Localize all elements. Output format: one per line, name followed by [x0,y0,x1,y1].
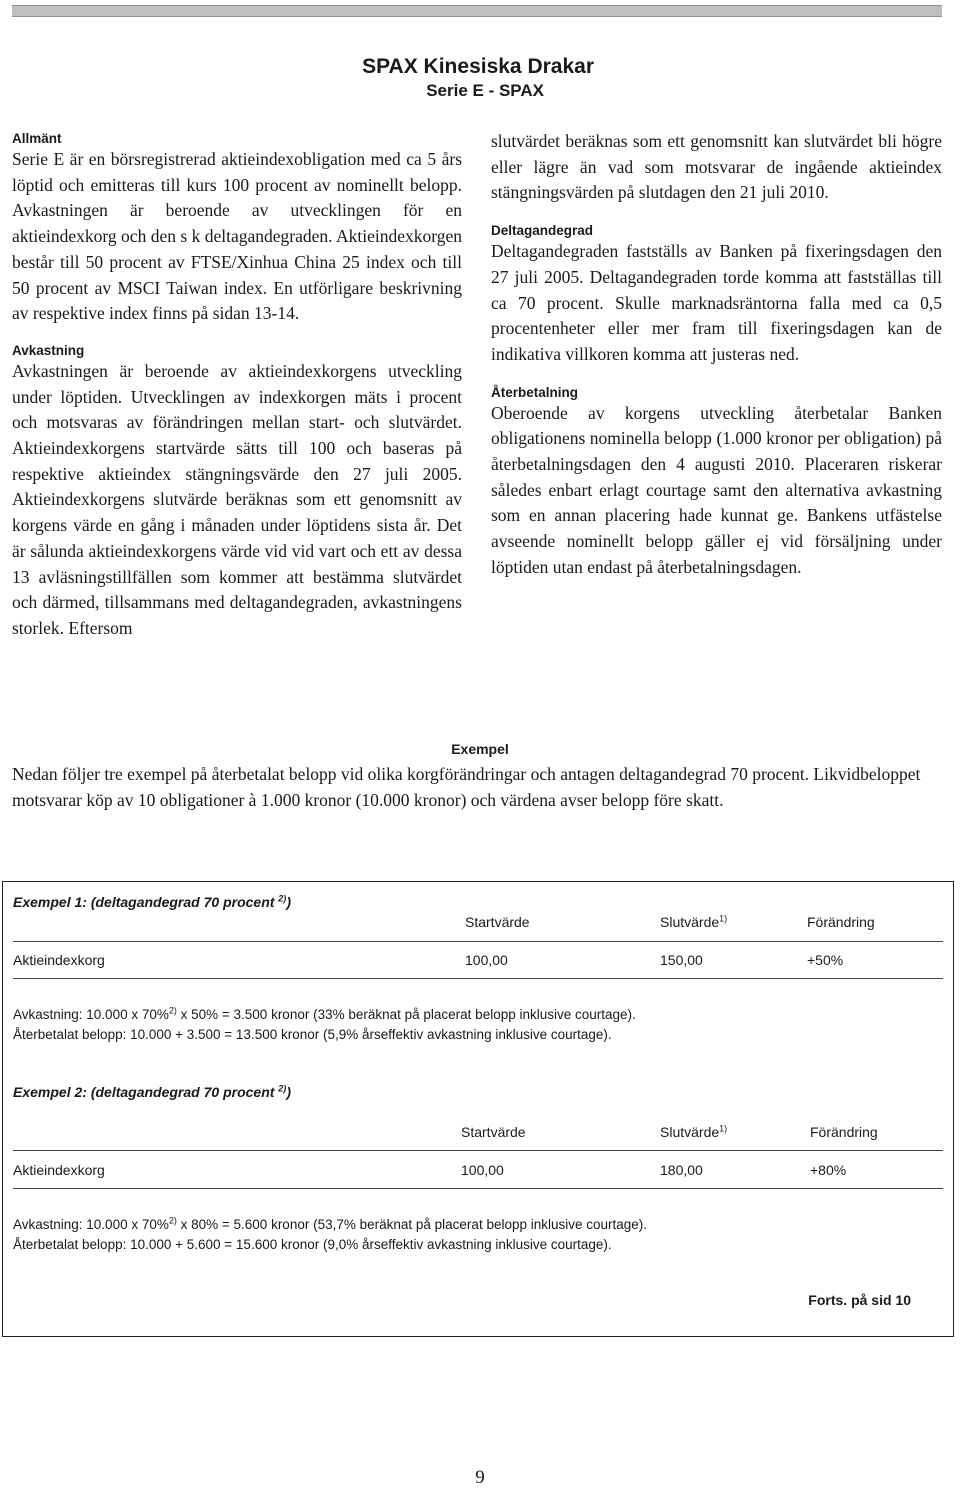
example-heading: Exempel [451,741,509,757]
example-2-col-end: Slutvärde$^{1)}$ [660,1123,728,1140]
example-1-end-value: 150,00 [660,952,703,968]
example-1-header-rule [13,941,943,942]
section-body-allmant: Serie E är en börsregistrerad aktieindexobligation med ca 5 års löptid och emitteras till kurs 100 procent av nominellt belopp. Avkastningen är beroende av utvecklingen för en aktieindexkorg och den s k deltagandegraden. Aktieindexkorgen består till 50 procent av FTSE/Xinhua China 25 index och till 50 procent av MSCI Taiwan index. En utförligare beskrivning av respektive index finns på sidan 13-14. [12,149,462,324]
left-column [12,130,462,642]
example-1-avkastning: Avkastning: 10.000 x 70%$^{2)}$ x 50% = 3.500 kronor (33% beräknat på placerat belopp inklusive courtage). [13,1005,636,1022]
top-decorative-bar [12,5,942,17]
section-body-aterbetalning: Oberoende av korgens utveckling återbetalar Banken obligationens nominella belopp (1.000 kronor per obligation) på återbetalningsdagen den 4 augusti 2010. Placeraren riskerar således enbart erlagt courtage samt den alternativa avkastning som en annan placering hade kunnat ge. Bankens utfästelse avseende nominellt belopp gäller ej vid försäljning under löptiden utan endast på återbetalningsdagen. [491,402,942,577]
example-2-start-value: 100,00 [461,1162,504,1178]
example-1-change: +50% [807,952,844,968]
example-1-col-end: Slutvärde$^{1)}$ [660,913,728,930]
example-1-row-label: Aktieindexkorg [13,952,105,968]
section-body-deltagandegrad: Deltagandegraden fastställs av Banken på fixeringsdagen den 27 juli 2005. Deltagandegraden torde komma att fastställas till ca 70 procent. Skulle marknadsräntorna falla med ca 0,5 procentenheter eller mer fram till fixeringsdagen kan de indikativa villkoren komma att justeras ned. [491,241,942,364]
example-2-change: +80% [810,1162,847,1178]
section-heading-allmant: Allmänt [12,131,62,146]
section-heading-deltagandegrad: Deltagandegrad [491,223,594,239]
continued-paragraph: slutvärdet beräknas som ett genomsnitt kan slutvärdet bli högre eller lägre än vad som motsvarar de ingående aktieindex stängningsvärden på slutdagen den 21 juli 2010. [491,131,942,203]
example-1-repaid: Återbetalat belopp: 10.000 + 3.500 = 13.500 kronor (5,9% årseffektiv avkastning inklusive courtage). [13,1027,612,1042]
example-2-col-start: Startvärde [461,1124,526,1140]
example-1-title: Exempel 1: (deltagandegrad 70 procent $^{2)}$) [13,893,291,910]
example-2-end-value: 180,00 [660,1162,703,1178]
example-intro-text: Nedan följer tre exempel på återbetalat belopp vid olika korgförändringar och antagen deltagandegrad 70 procent. Likvidbeloppet motsvarar köp av 10 obligationer à 1.000 kronor (10.000 kronor) och värdena avser belopp före skatt. [12,764,921,810]
example-2-header-rule [13,1150,943,1151]
example-2-row-label: Aktieindexkorg [13,1162,105,1178]
example-1-col-change: Förändring [807,914,875,930]
page-title: SPAX Kinesiska Drakar [362,55,594,78]
example-1-start-value: 100,00 [465,952,508,968]
page-subtitle: Serie E - SPAX [426,81,544,100]
example-1-col-start: Startvärde [465,914,530,930]
section-body-avkastning: Avkastningen är beroende av aktieindexkorgens utveckling under löptiden. Utvecklingen av indexkorgen mäts i procent och motsvaras av förändringen mellan start- och slutvärdet. Aktieindexkorgens startvärde sätts till 100 och baseras på respektive aktieindex stängningsvärde den 27 juli 2005. Aktieindexkorgens slutvärde beräknas som ett genomsnitt av korgens värde en gång i månaden under löptidens sista år. Det är sålunda aktieindexkorgens värde vid vid vart och ett av dessa 13 avläsningstillfällen som kommer att bestämma slutvärdet och därmed, tillsammans med deltagandegraden, avkastningens storlek. Eftersom [12,360,462,638]
examples-box [2,881,954,1337]
right-column [491,129,942,581]
example-2-title: Exempel 2: (deltagandegrad 70 procent $^{2)}$) [13,1083,291,1100]
page-number: 9 [475,1467,485,1488]
example-2-col-change: Förändring [810,1124,878,1140]
example-2-row-rule [13,1188,943,1189]
example-2-avkastning: Avkastning: 10.000 x 70%$^{2)}$ x 80% = 5.600 kronor (53,7% beräknat på placerat belopp inklusive courtage). [13,1215,648,1232]
continued-note: Forts. på sid 10 [808,1292,911,1308]
section-heading-avkastning: Avkastning [12,342,85,358]
example-1-row-rule [13,978,943,979]
example-2-repaid: Återbetalat belopp: 10.000 + 5.600 = 15.600 kronor (9,0% årseffektiv avkastning inklusive courtage). [13,1237,612,1252]
section-heading-aterbetalning: Återbetalning [491,384,579,400]
